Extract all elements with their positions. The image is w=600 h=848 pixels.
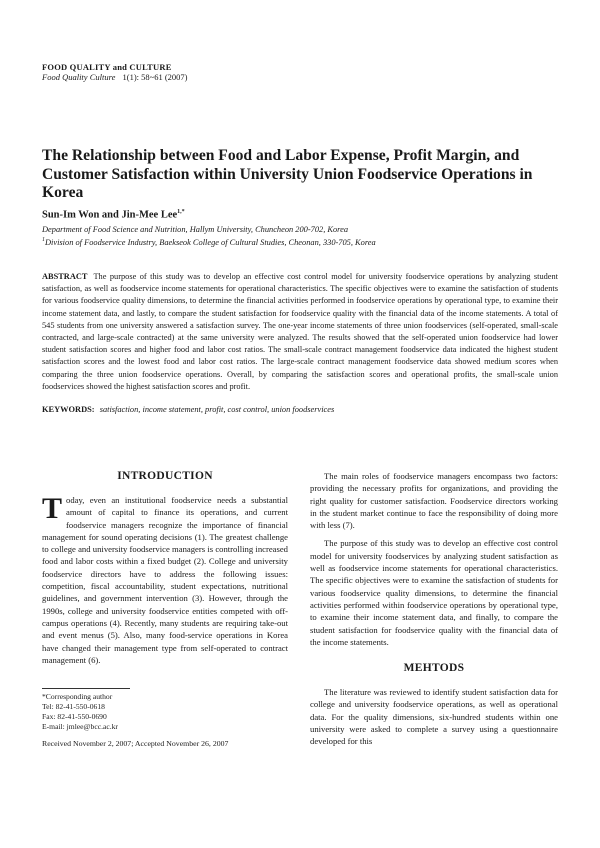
journal-citation: Food Quality Culture [42,72,116,82]
affiliation-2-line [42,235,562,248]
introduction-heading: INTRODUCTION [117,470,213,482]
journal-citation-line [42,72,342,82]
spacer [310,648,558,662]
journal-header [42,62,342,82]
received-date: Received November 2, 2007; Accepted November 26, 2007 [42,739,229,748]
paper-title: The Relationship between Food and Labor Expense, Profit Margin, and Customer Satisfaction within University Union Foodservice Operations in Korea [42,147,533,201]
abstract [42,271,558,393]
affiliations [42,224,562,248]
left-column [42,470,288,666]
author-mark: 1,* [177,209,185,215]
journal-volume: 1(1): 58~61 (2007) [122,72,188,82]
author-line [42,209,562,221]
keywords-label: KEYWORDS: [42,405,95,414]
footnote-line: Fax: 82-41-550-0690 [42,712,107,721]
introduction-paragraph-2: The main roles of foodservice managers encompass two factors: providing the necessary profits for organizations, and providing the right quality for customer satisfaction. Foodservice directors working in the student market continue to face the responsibility of doing more with less (7). [310,471,558,531]
introduction-paragraph-3: The purpose of this study was to develop an effective cost control model for university foodservices by analyzing student satisfaction as well as foodservice income statements for operational characteristics. The specific objectives were to examine the satisfaction of students for various foodservice quality dimensions, to determine the financial activities performed within foodservice operations by operational type, to examine their income statement data, and finally, to compare the student satisfaction for foodservice quality with the financial data of the income statements. [310,538,558,647]
abstract-text: The purpose of this study was to develop an effective cost control model for university foodservice operations by analyzing student satisfaction, as well as foodservice income statements for operational characteristics. The specific objectives were to examine the satisfaction of students for various foodservice quality dimensions, to determine the financial activities performed in foodservice operations by operational type, to examine their income statement data, and lastly, to compare the student satisfaction for foodservice quality with the financial data of the income statements. A total of 545 students from one university answered a satisfaction survey. The one-year income statements of three union foodservices (self-operated, small-scale contracted, and large-scale contracted) at the same university were analyzed. The results showed that the self-operated union foodservice had lower student satisfaction scores and higher food and labor cost ratios. The small-scale contract management foodservice data indicated the highest student satisfaction scores and the lowest food and labor cost ratios. The large-scale contract management foodservice data showed medium scores when comparing the three union foodservice operations. Overall, by comparing the satisfaction scores and operational profits, the small-scale union foodservices showed the highest satisfaction scores and profit. [42,272,558,391]
affiliation-2: Division of Foodservice Industry, Baekseok College of Cultural Studies, Cheonan, 330-705, Korea [45,237,376,247]
journal-name: FOOD QUALITY and CULTURE [42,62,172,72]
footnote-line: *Corresponding author [42,692,113,701]
keywords [42,405,558,414]
corresponding-author-footnote [42,692,282,732]
footnote-rule [42,688,130,689]
introduction-paragraph-1 [42,494,288,666]
affiliation-1: Department of Food Science and Nutrition, Hallym University, Chuncheon 200-702, Korea [42,225,349,234]
abstract-label: ABSTRACT [42,272,88,281]
methods-paragraph-1: The literature was reviewed to identify student satisfaction data for college and university foodservice operations, as well as operational data. For the quality dimensions, six-hundred students within one university were asked to complete a survey using a questionnaire developed for this [310,687,558,747]
drop-cap: T [42,492,63,525]
keywords-text: satisfaction, income statement, profit, cost control, union foodservices [99,405,335,414]
authors: Sun-Im Won and Jin-Mee Lee [42,209,178,221]
footnote-line: E-mail: jmlee@bcc.ac.kr [42,722,118,731]
affiliation-mark: 1 [42,237,45,243]
footnote-line: Tel: 82-41-550-0618 [42,702,105,711]
methods-heading: MEHTODS [403,662,465,675]
right-column [310,470,558,748]
introduction-paragraph-1-text: oday, even an institutional foodservice needs a substantial amount of capital to finance its operations, and current foodservice managers recognize the importance of financial management for sound operating decisions (1). The greatest challenge to college and university foodservice managers is controlling increased food and labor costs within a fixed budget (2). College and university foodservice directors have to address the following issues: competition, fiscal accountability, student expectations, nutritional guidelines, and government intervention (3). However, through the 1990s, college and university foodservice entities competed with off-campus operations (4). Recently, many students are requiring take-out and event menus (5). Also, many food-service operations in Korea have changed their management type from self-operated to contract management (6). [42,495,288,665]
